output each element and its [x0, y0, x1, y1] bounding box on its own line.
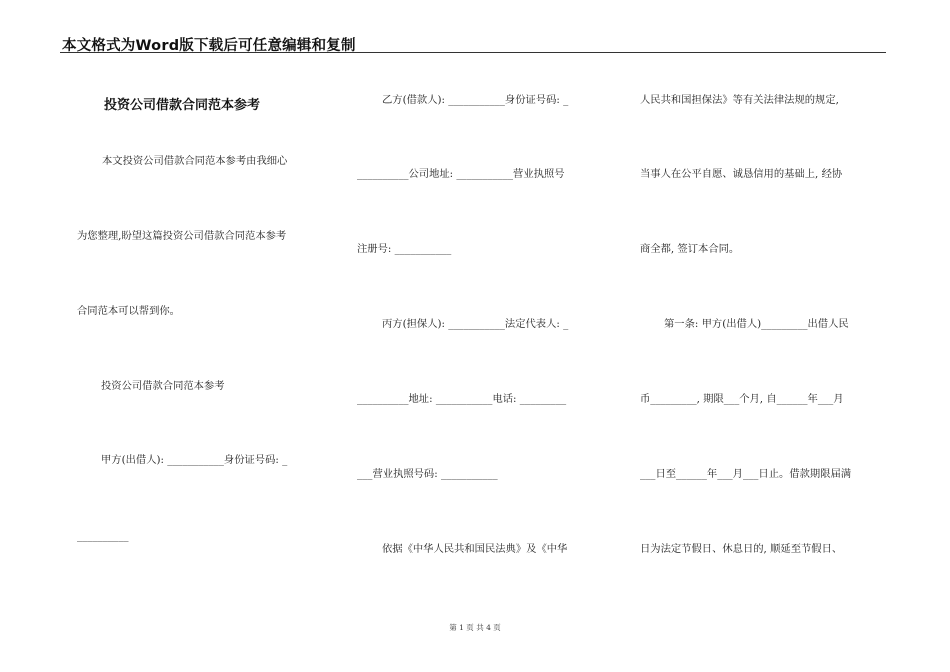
- col3-line: 日为法定节假日、休息日的, 顺延至节假日、: [640, 543, 843, 555]
- col2-line: 丙方(担保人): ___________法定代表人: _: [382, 318, 569, 330]
- col2-line: __________公司地址: ___________营业执照号: [357, 168, 565, 180]
- col1-line: 本文投资公司借款合同范本参考由我细心: [102, 155, 288, 167]
- col1-line: 合同范本可以帮到你。: [77, 305, 180, 317]
- col3-line: 人民共和国担保法》等有关法律法规的规定,: [640, 94, 839, 106]
- col1-line: 为您整理,盼望这篇投资公司借款合同范本参考: [77, 230, 287, 242]
- col2-line: __________地址: ___________电话: _________: [357, 393, 567, 405]
- header-divider: [60, 52, 886, 53]
- col3-line: 当事人在公平自愿、诚恳信用的基础上, 经协: [640, 168, 843, 180]
- col2-line: 依据《中华人民共和国民法典》及《中华: [382, 543, 568, 555]
- col1-line: 投资公司借款合同范本参考: [101, 380, 225, 392]
- col1-line: __________: [77, 530, 129, 542]
- col1-line: 甲方(出借人): ___________身份证号码: _: [101, 454, 288, 466]
- col3-line: 第一条: 甲方(出借人)_________出借人民: [664, 318, 849, 330]
- col2-line: ___营业执照号码: ___________: [357, 468, 498, 480]
- document-title: 投资公司借款合同范本参考: [104, 98, 261, 113]
- col3-line: ___日至______年___月___日止。借款期限届满: [640, 468, 852, 480]
- col2-line: 乙方(借款人): ___________身份证号码: _: [382, 94, 569, 106]
- col2-line: 注册号: ___________: [357, 243, 452, 255]
- document-header: 本文格式为Word版下载后可任意编辑和复制: [62, 38, 356, 54]
- col3-line: 币_________, 期限___个月, 自______年___月: [640, 393, 844, 405]
- page-number: 第 1 页 共 4 页: [449, 623, 501, 632]
- col3-line: 商全都, 签订本合同。: [640, 243, 740, 255]
